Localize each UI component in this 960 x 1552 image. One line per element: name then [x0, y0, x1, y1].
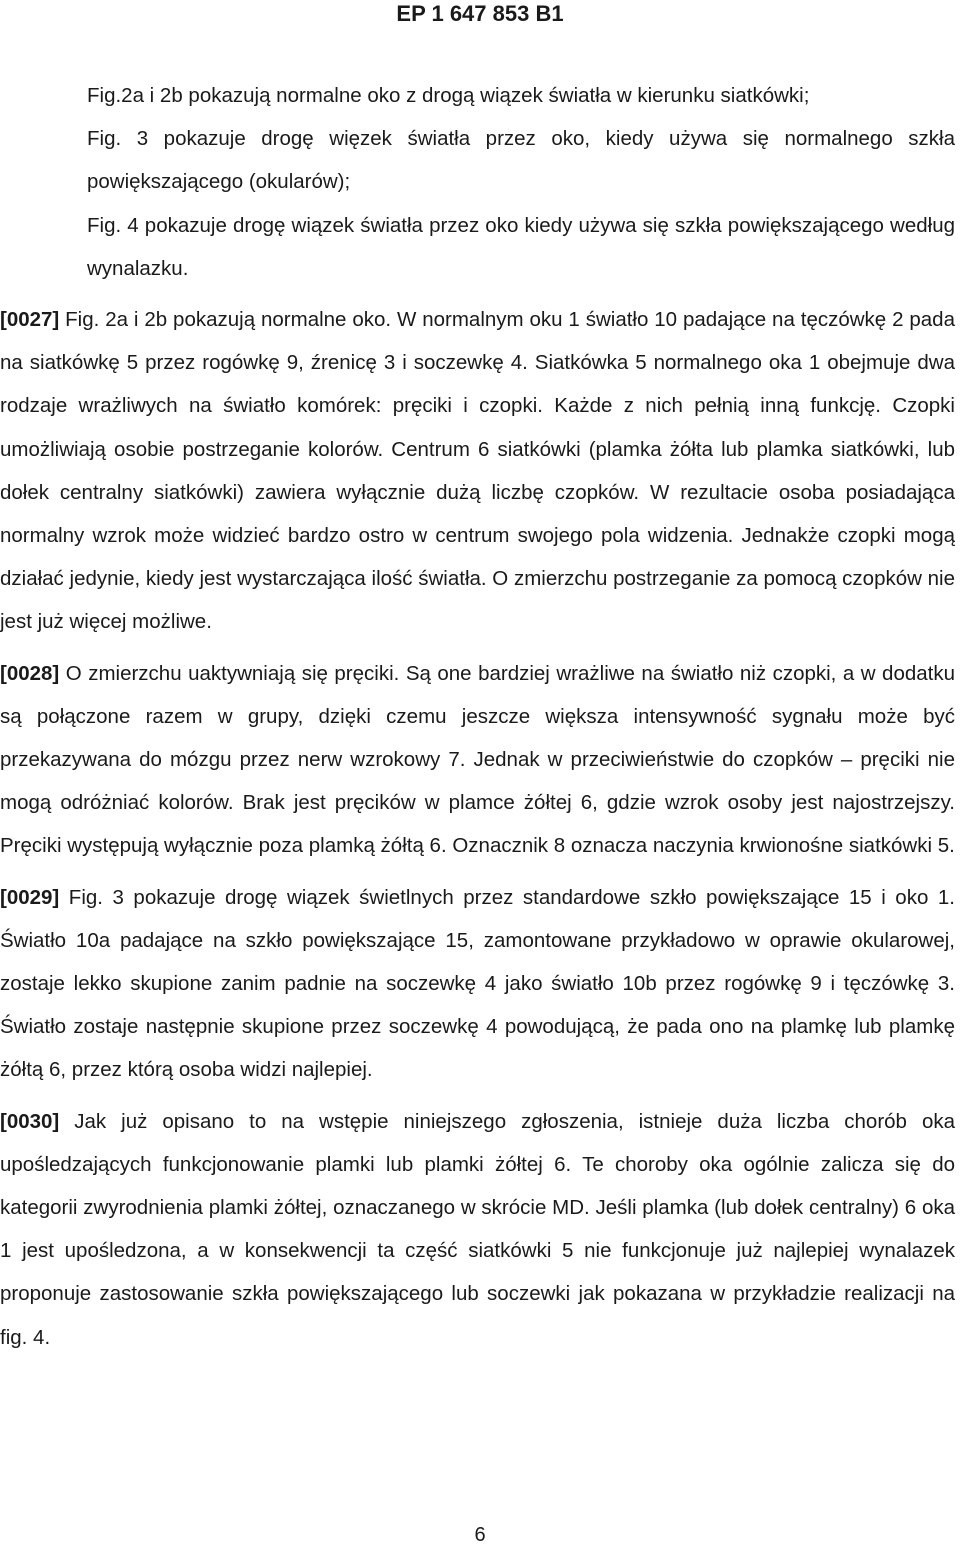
paragraph-0028 [0, 652, 955, 868]
paragraph-number: [0027] [0, 308, 60, 332]
figure-description: Fig.2a i 2b pokazują normalne oko z drogą wiązek światła w kierunku siatkówki; [87, 84, 810, 107]
paragraph-text: Fig. 2a i 2b pokazują normalne oko. W normalnym oku 1 światło 10 padające na tęczówkę 2 pada na siatkówkę 5 przez rogówkę 9, źrenicę 3 i soczewkę 4. Siatkówka 5 normalnego oka 1 obejmuje dwa rodzaje wrażliwych na światło komórek: pręciki i czopki. Każde z nich pełnią inną funkcję. Czopki umożliwiają osobie postrzeganie kolorów. Centrum 6 siatkówki (plamka żółta lub plamka siatkówki, lub dołek centralny siatkówki) zawiera wyłącznie dużą liczbę czopków. W rezultacie osoba posiadająca normalny wzrok może widzieć bardzo ostro w centrum swojego pola widzenia. Jednakże czopki mogą działać jedynie, kiedy jest wystarczająca ilość światła. O zmierzchu postrzeganie za pomocą czopków nie jest już więcej możliwe. [0, 308, 955, 634]
paragraph-number: [0030] [0, 1109, 60, 1133]
patent-number-header: EP 1 647 853 B1 [396, 1, 564, 26]
paragraph-number: [0029] [0, 885, 60, 909]
paragraph-text: Fig. 3 pokazuje drogę wiązek świetlnych przez standardowe szkło powiększające 15 i oko 1. Światło 10a padające na szkło powiększające 15, zamontowane przykładowo w oprawie okularowej, zostaje lekko skupione zanim padnie na soczewkę 4 jako światło 10b przez rogówkę 9 i tęczówkę 3. Światło zostaje następnie skupione przez soczewkę 4 powodującą, że pada ono na plamkę lub plamkę żółtą 6, przez którą osoba widzi najlepiej. [0, 885, 955, 1082]
document-body [0, 74, 955, 1359]
figure-description: Fig. 4 pokazuje drogę wiązek światła przez oko kiedy używa się szkła powiększającego według wynalazku. [87, 213, 955, 280]
page-number: 6 [474, 1524, 486, 1546]
figure-list [87, 74, 955, 290]
paragraph-text: Jak już opisano to na wstępie niniejszego zgłoszenia, istnieje duża liczba chorób oka upośledzających funkcjonowanie plamki lub plamki żółtej 6. Te choroby oka ogólnie zalicza się do kategorii zwyrodnienia plamki żółtej, oznaczanego w skrócie MD. Jeśli plamka (lub dołek centralny) 6 oka 1 jest upośledzona, a w konsekwencji ta część siatkówki 5 nie funkcjonuje już najlepiej wynalazek proponuje zastosowanie szkła powiększającego lub soczewki jak pokazana w przykładzie realizacji na fig. 4. [0, 1109, 955, 1349]
paragraph-0030 [0, 1100, 955, 1359]
paragraph-0029 [0, 876, 955, 1092]
paragraph-text: O zmierzchu uaktywniają się pręciki. Są one bardziej wrażliwe na światło niż czopki, a w dodatku są połączone razem w grupy, dzięki czemu jeszcze większa intensywność sygnału może być przekazywana do mózgu przez nerw wzrokowy 7. Jednak w przeciwieństwie do czopków – pręciki nie mogą odróżniać kolorów. Brak jest pręcików w plamce żółtej 6, gdzie wzrok osoby jest najostrzejszy. Pręciki występują wyłącznie poza plamką żółtą 6. Oznacznik 8 oznacza naczynia krwionośne siatkówki 5. [0, 661, 955, 858]
paragraph-0027 [0, 298, 955, 644]
figure-description: Fig. 3 pokazuje drogę więzek światła przez oko, kiedy używa się normalnego szkła powiększającego (okularów); [87, 127, 955, 194]
paragraph-number: [0028] [0, 661, 60, 685]
